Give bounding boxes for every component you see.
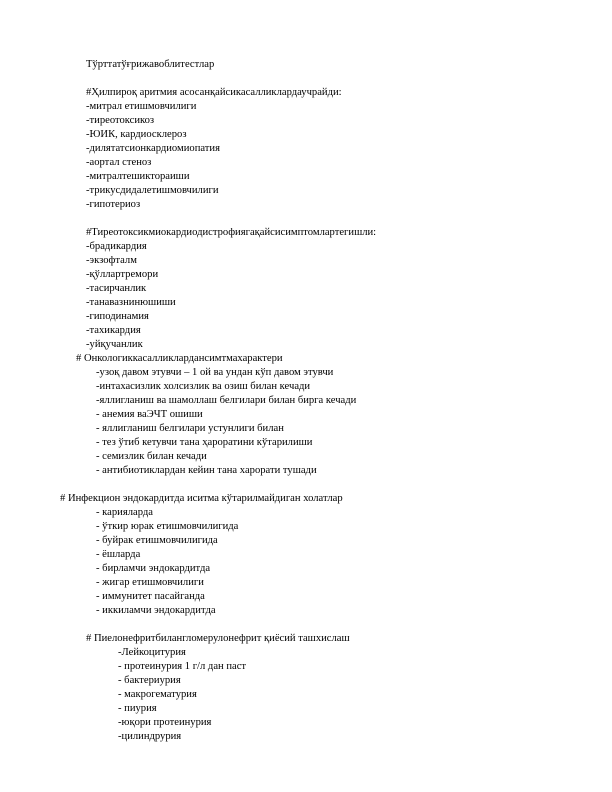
list-item: -экзофталм (86, 255, 137, 266)
list-item: - пиурия (118, 703, 157, 714)
list-item: - макрогематурия (118, 689, 197, 700)
list-item: -интахасизлик холсизлик ва озиш билан кечади (96, 381, 311, 392)
list-item: - буйрак етишмовчилигида (96, 535, 218, 546)
list-item: - ёшларда (96, 549, 141, 560)
section-5-heading: # Пиелонефритбилангломерулонефрит қиёсий ташхислаш (86, 633, 350, 644)
list-item: -ЮИК, кардиосклероз (86, 129, 187, 140)
section-3-heading: # Онкологиккасалликлардансимтмахарактери (76, 353, 283, 364)
list-item: -узоқ давом этувчи – 1 ой ва ундан кўп давом этувчи (96, 367, 334, 378)
list-item: - семизлик билан кечади (96, 451, 207, 462)
document-title: Тўрттатўғрижавоблитестлар (86, 59, 215, 70)
list-item: - тез ўтиб кетувчи тана ҳароратини кўтарилиши (96, 437, 313, 448)
list-item: -цилиндрурия (118, 731, 182, 742)
section-1-heading: #Ҳилпироқ аритмия асосанқайсикасалликлардаучрайди: (86, 87, 342, 98)
list-item: -қўллартремори (86, 269, 159, 280)
list-item: -митрал етишмовчилиги (86, 101, 197, 112)
list-item: -гипотериоз (86, 199, 141, 210)
list-item: -тиреотоксикоз (86, 115, 155, 126)
list-item: -гиподинамия (86, 311, 149, 322)
list-item: - жигар етишмовчилиги (96, 577, 204, 588)
list-item: -трикусдидалетишмовчилиги (86, 185, 219, 196)
list-item: -брадикардия (86, 241, 147, 252)
section-4-heading: # Инфекцион эндокардитда иситма кўтарилмайдиган холатлар (60, 493, 343, 504)
list-item: -аортал стеноз (86, 157, 152, 168)
list-item: -дилятатсионкардиомиопатия (86, 143, 220, 154)
list-item: -митралтешиктораиши (86, 171, 190, 182)
list-item: - иммунитет пасайганда (96, 591, 205, 602)
list-item: - антибиотиклардан кейин тана харорати тушади (96, 465, 317, 476)
list-item: -тахикардия (86, 325, 141, 336)
list-item: - протеинурия 1 г/л дан паст (118, 661, 247, 672)
list-item: -уйқучанлик (86, 339, 143, 350)
list-item: - ўткир юрак етишмовчилигида (96, 521, 239, 532)
list-item: -яллигланиш ва шамоллаш белгилари билан бирга кечади (96, 395, 357, 406)
list-item: -Лейкоцитурия (118, 647, 186, 658)
list-item: - бирламчи эндокардитда (96, 563, 211, 574)
list-item: - яллигланиш белгилари устунлиги билан (96, 423, 284, 434)
list-item: - иккиламчи эндокардитда (96, 605, 216, 616)
list-item: -танавазнинюшиши (86, 297, 176, 308)
list-item: - анемия ваЭЧТ ошиши (96, 409, 203, 420)
section-2-heading: #Тиреотоксикмиокардиодистрофиягақайсисимптомлартегишли: (86, 227, 377, 238)
list-item: - бактериурия (118, 675, 181, 686)
list-item: -юқори протеинурия (118, 717, 212, 728)
list-item: - карияларда (96, 507, 153, 518)
list-item: -тасирчанлик (86, 283, 147, 294)
